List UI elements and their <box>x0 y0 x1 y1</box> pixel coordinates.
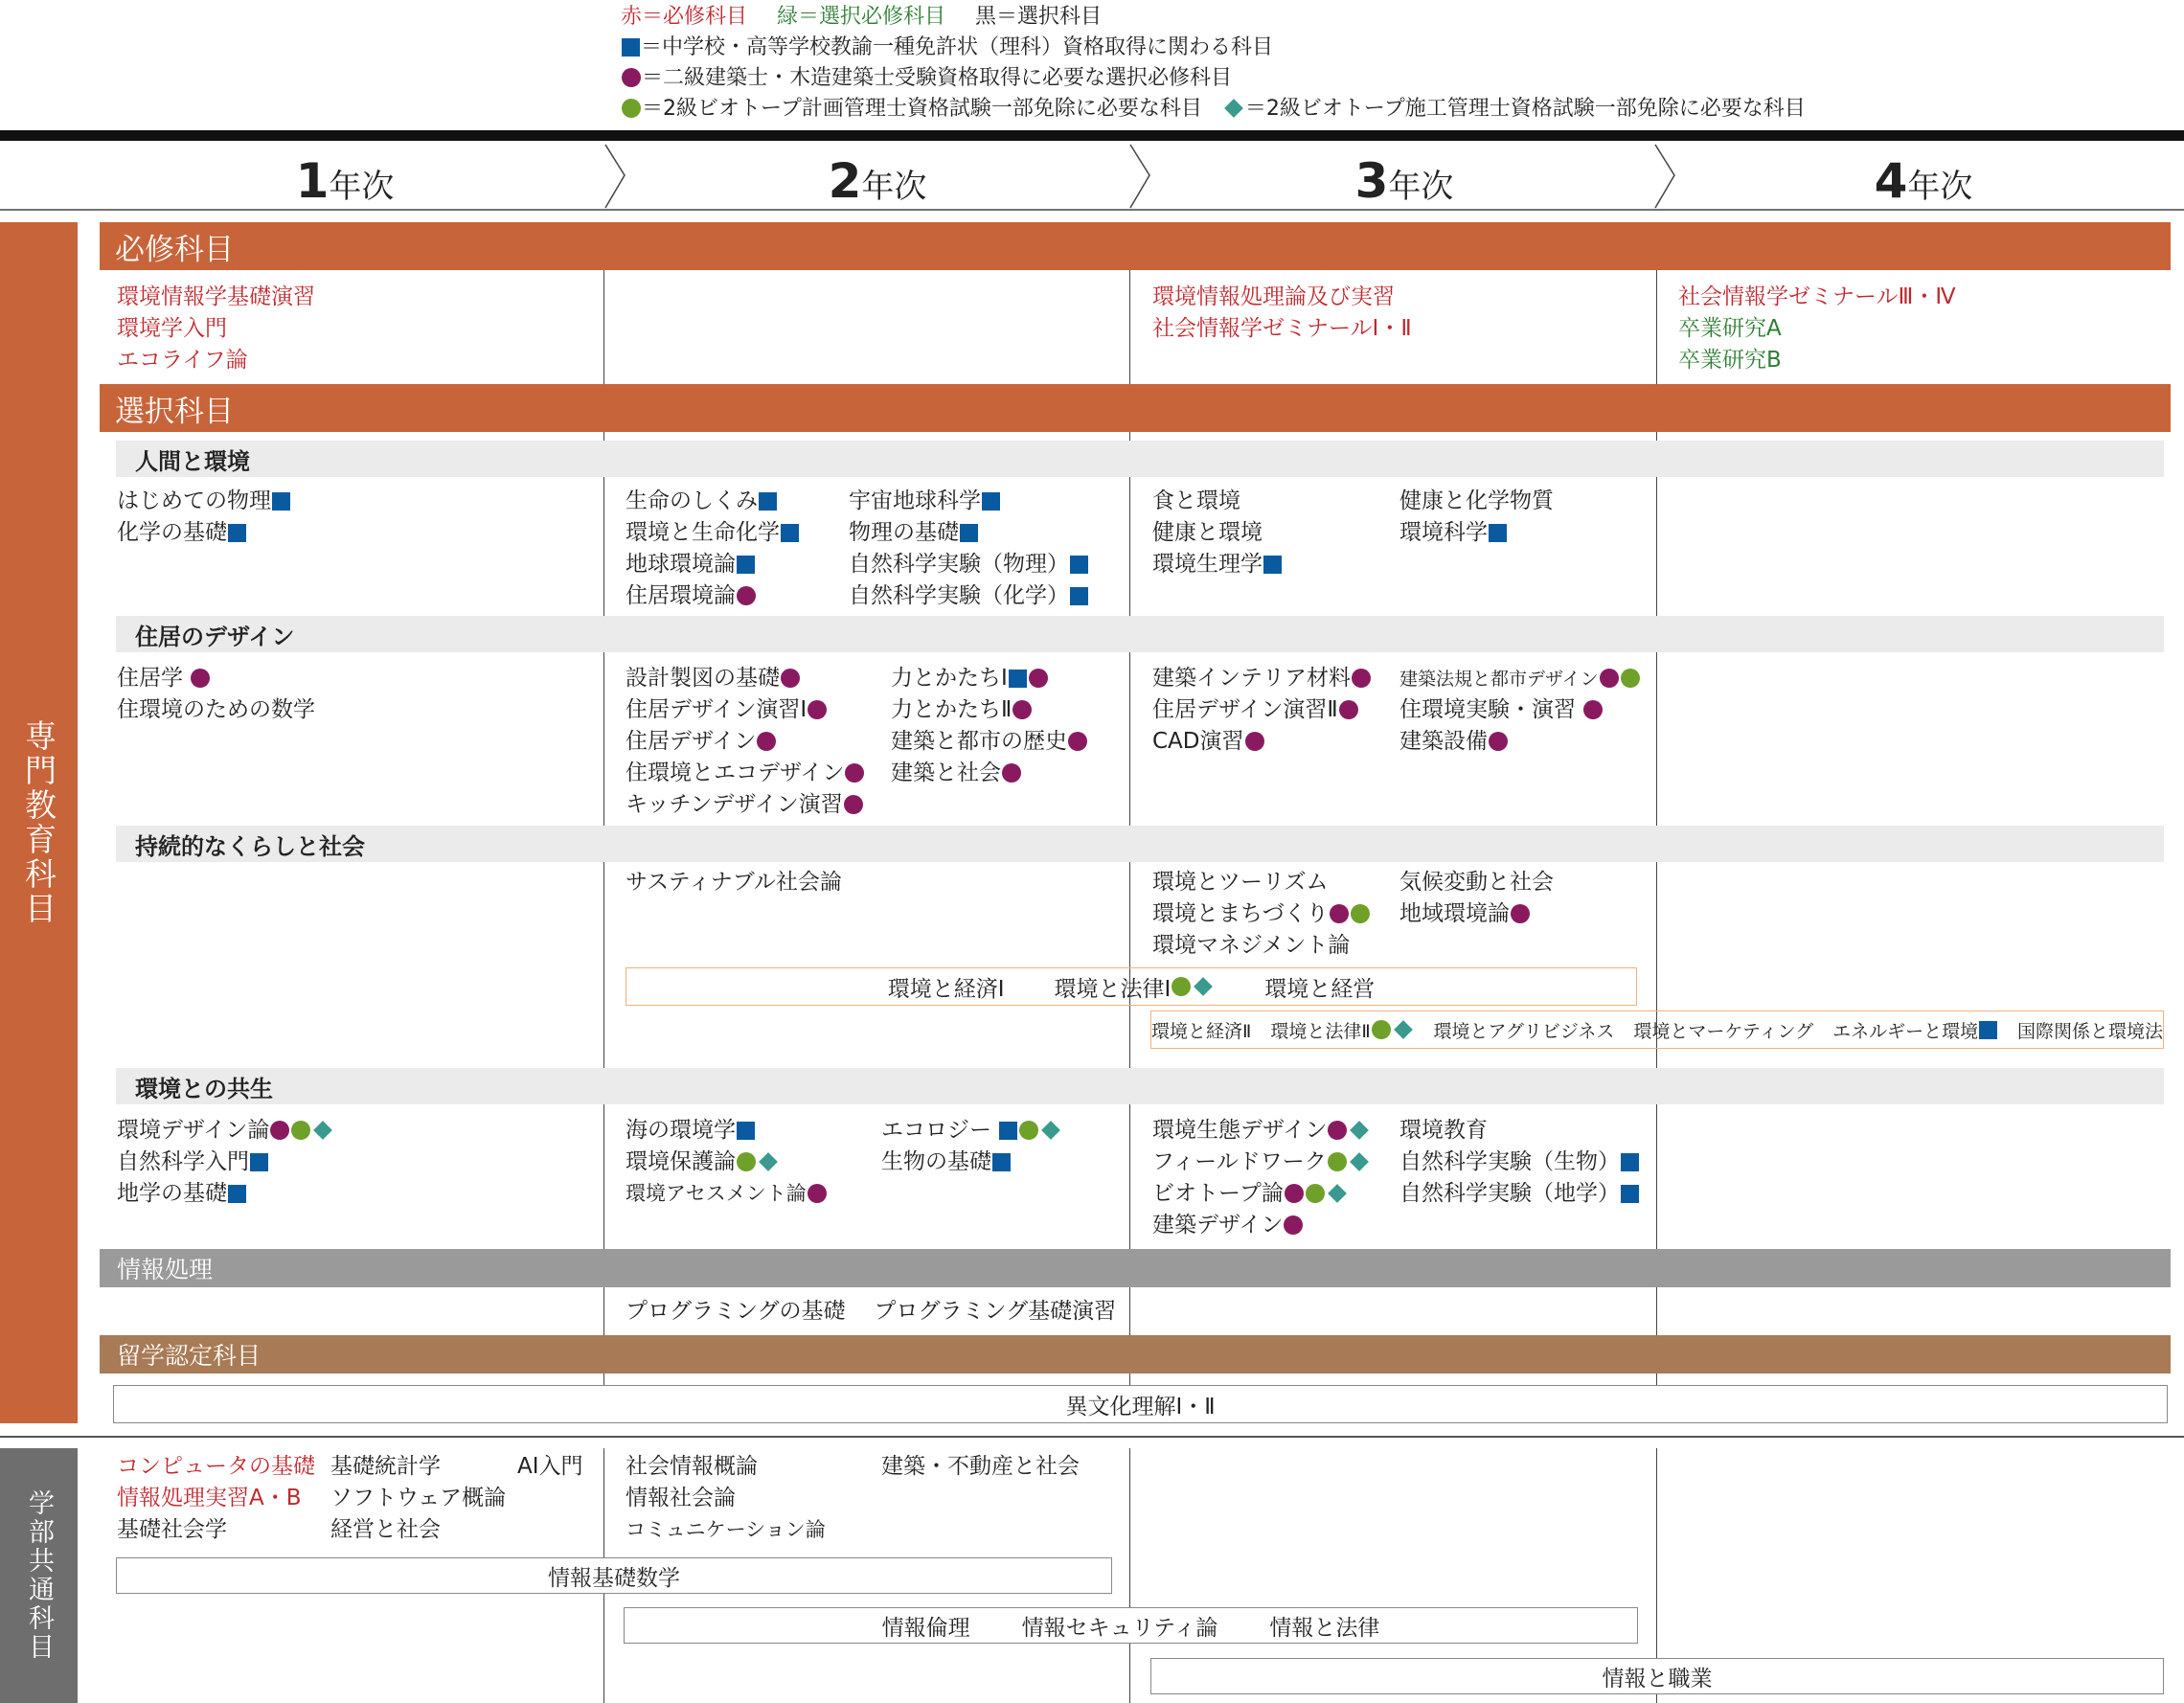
course-item: 宇宙地球科学 <box>849 488 981 513</box>
course-item: 環境とツーリズム <box>1152 870 1329 895</box>
course-item: 社会情報概論 <box>626 1454 758 1479</box>
year-1-label: 1年次 <box>295 153 395 209</box>
blue-square-icon <box>999 1122 1017 1140</box>
sub-kyosei: 環境との共生 <box>116 1068 2164 1104</box>
joho-y2 <box>626 1296 1116 1328</box>
course-item: 環境とまちづくり <box>1152 901 1329 926</box>
course-item: 建築・不動産と社会 <box>881 1454 1080 1479</box>
legend-square: ＝中学校・高等学校教諭一種免許状（理科）資格取得に関わる科目 <box>641 35 1274 59</box>
green-circle-icon <box>622 99 641 118</box>
course-item: コミュニケーション論 <box>626 1518 826 1541</box>
green-circle-icon <box>1328 1152 1347 1171</box>
course-item: 力とかたちⅡ <box>891 697 1012 722</box>
purple-circle-icon <box>1002 763 1021 783</box>
kyosei-y3a <box>1152 1115 1371 1241</box>
course-item: 環境と生命化学 <box>626 520 780 545</box>
jizoku-y3a <box>1152 867 1371 962</box>
band-ryugaku: 留学認定科目 <box>100 1335 2171 1374</box>
legend-green-line <box>621 92 1806 123</box>
course-item: 環境科学 <box>1399 520 1488 545</box>
jizoku-box-2 <box>1150 1010 2164 1049</box>
course-item: 地球環境論 <box>626 552 736 577</box>
purple-circle-icon <box>781 669 800 688</box>
course-item: 気候変動と社会 <box>1399 870 1554 895</box>
legend-color-line <box>621 0 1806 31</box>
course-item: 卒業研究B <box>1678 348 1782 373</box>
blue-square-icon <box>1263 556 1282 574</box>
section-divider <box>0 1436 2184 1438</box>
course-item: 力とかたちⅠ <box>891 666 1008 691</box>
legend-circle: ＝二級建築士・木造建築士受験資格取得に必要な選択必修科目 <box>642 66 1233 90</box>
course-item: 自然科学実験（物理） <box>849 552 1069 577</box>
course-item: 情報倫理 <box>881 1615 970 1641</box>
teal-diamond-icon <box>1224 99 1243 118</box>
course-item: 建築と社会 <box>891 761 1001 785</box>
purple-circle-icon <box>844 795 863 814</box>
course-item: 建築デザイン <box>1152 1213 1284 1238</box>
teal-diamond-icon <box>1194 977 1213 996</box>
course-item: 生物の基礎 <box>881 1149 991 1174</box>
side-label-senmon: 専門教育科目 <box>0 222 78 1423</box>
course-item: 環境生態デザイン <box>1152 1118 1328 1143</box>
course-item: 建築インテリア材料 <box>1152 666 1351 691</box>
kyosei-y1 <box>117 1115 334 1210</box>
course-item: 環境と経済Ⅰ <box>887 976 1005 1002</box>
sub-ningen: 人間と環境 <box>116 441 2164 477</box>
side-label-gakubu: 学部共通科目 <box>0 1448 78 1703</box>
legend <box>621 0 1806 123</box>
course-item: 健康と化学物質 <box>1399 488 1554 513</box>
purple-circle-icon <box>808 700 827 719</box>
teal-diamond-icon <box>1041 1121 1060 1140</box>
gakubu-box-1 <box>116 1557 1112 1594</box>
blue-square-icon <box>622 38 640 57</box>
col-divider-2-3-bottom <box>1129 1448 1130 1703</box>
blue-square-icon <box>781 524 799 542</box>
blue-square-icon <box>1979 1021 1997 1039</box>
green-circle-icon <box>1621 669 1640 688</box>
blue-square-icon <box>1070 587 1088 605</box>
green-circle-icon <box>1019 1121 1038 1140</box>
gakubu-box-3 <box>1150 1658 2164 1694</box>
course-item: 住居デザイン演習Ⅰ <box>626 697 808 722</box>
course-item: フィールドワーク <box>1152 1149 1327 1174</box>
course-item: 建築設備 <box>1399 729 1488 754</box>
ningen-y3b <box>1399 486 1554 549</box>
course-item: 環境保護論 <box>626 1149 736 1174</box>
teal-diamond-icon <box>759 1152 778 1171</box>
year-3-label: 3年次 <box>1354 153 1454 209</box>
purple-circle-icon <box>270 1121 289 1140</box>
legend-green-circle: ＝2級ビオトープ計画管理士資格試験一部免除に必要な科目 <box>642 97 1202 121</box>
jizoku-box-1 <box>626 967 1637 1006</box>
course-item: 基礎統計学 <box>330 1454 441 1479</box>
course-item: AI入門 <box>517 1454 583 1479</box>
purple-circle-icon <box>1330 904 1349 923</box>
kyosei-y2a <box>626 1115 828 1210</box>
jukyo-y1 <box>117 663 315 726</box>
jizoku-y2 <box>626 867 842 898</box>
course-item: 建築と都市の歴史 <box>891 729 1067 754</box>
gakubu-y1c <box>517 1451 583 1483</box>
course-item: CAD演習 <box>1152 729 1244 754</box>
course-item: 食と環境 <box>1152 488 1240 513</box>
purple-circle-icon <box>191 669 210 688</box>
purple-circle-icon <box>1012 700 1032 719</box>
purple-circle-icon <box>1583 700 1603 719</box>
gakubu-box-2 <box>624 1607 1638 1644</box>
blue-square-icon <box>737 1122 755 1140</box>
blue-square-icon <box>250 1153 268 1171</box>
blue-square-icon <box>982 492 1000 511</box>
course-item: 地学の基礎 <box>117 1181 227 1206</box>
purple-circle-icon <box>1339 700 1358 719</box>
course-item: 環境とアグリビジネス <box>1433 1020 1615 1042</box>
course-item: 環境と経済Ⅱ <box>1151 1020 1252 1042</box>
course-item: 情報社会論 <box>626 1486 736 1510</box>
purple-circle-icon <box>622 68 641 87</box>
course-item: 自然科学入門 <box>117 1149 249 1174</box>
course-item: 化学の基礎 <box>117 520 227 545</box>
purple-circle-icon <box>1328 1121 1347 1140</box>
course-item: 基礎社会学 <box>117 1517 227 1542</box>
course-item: エネルギーと環境 <box>1832 1020 1979 1042</box>
blue-square-icon <box>1621 1153 1639 1171</box>
course-item: サスティナブル社会論 <box>626 870 842 895</box>
purple-circle-icon <box>737 586 756 605</box>
ningen-y1 <box>117 486 291 549</box>
blue-square-icon <box>272 492 290 511</box>
legend-green: 緑＝選択必修科目 <box>777 5 946 29</box>
course-item: 地域環境論 <box>1399 901 1510 926</box>
course-item: 住居環境論 <box>626 583 736 608</box>
ningen-y2a <box>626 486 800 612</box>
teal-diamond-icon <box>1394 1020 1413 1039</box>
ryugaku-box <box>113 1385 2168 1423</box>
purple-circle-icon <box>1511 904 1530 923</box>
course-item: 環境情報学基礎演習 <box>117 284 315 309</box>
band-hisshu: 必修科目 <box>100 222 2171 270</box>
purple-circle-icon <box>1284 1215 1303 1235</box>
course-item: 建築法規と都市デザイン <box>1399 669 1599 690</box>
course-item: 情報処理実習A・B <box>117 1486 302 1510</box>
jukyo-y2b <box>891 663 1088 789</box>
course-item: 社会情報学ゼミナールⅢ・Ⅳ <box>1678 284 1956 309</box>
blue-square-icon <box>228 1185 246 1203</box>
blue-square-icon <box>1070 556 1088 574</box>
hisshu-y1 <box>117 282 315 376</box>
course-item: 環境デザイン論 <box>117 1118 270 1143</box>
purple-circle-icon <box>1285 1184 1304 1203</box>
year-4-label: 4年次 <box>1874 153 1973 209</box>
blue-square-icon <box>759 492 777 511</box>
purple-circle-icon <box>1068 732 1087 751</box>
green-circle-icon <box>1351 904 1370 923</box>
green-circle-icon <box>1372 1020 1391 1039</box>
course-item: 環境と法律Ⅱ <box>1270 1020 1371 1042</box>
green-circle-icon <box>291 1121 310 1140</box>
blue-square-icon <box>737 556 755 574</box>
legend-diamond: ＝2級ビオトープ施工管理士資格試験一部免除に必要な科目 <box>1244 97 1806 121</box>
teal-diamond-icon <box>313 1121 332 1140</box>
course-item: 住環境実験・演習 <box>1399 697 1576 722</box>
purple-circle-icon <box>1245 732 1264 751</box>
course-item: 環境マネジメント論 <box>1152 933 1351 958</box>
course-item: 異文化理解Ⅰ・Ⅱ <box>1065 1394 1216 1419</box>
course-item: 自然科学実験（地学） <box>1399 1181 1620 1206</box>
course-item: エコライフ論 <box>117 348 248 373</box>
blue-square-icon <box>960 524 978 542</box>
course-item: 環境と経営 <box>1264 976 1376 1002</box>
course-item: 環境アセスメント論 <box>626 1182 807 1205</box>
gakubu-y1a <box>117 1451 315 1546</box>
course-item: 海の環境学 <box>626 1118 736 1143</box>
course-item: プログラミングの基礎 <box>626 1299 846 1324</box>
purple-circle-icon <box>757 732 776 751</box>
green-circle-icon <box>1172 977 1191 996</box>
course-item: 住居学 <box>117 666 183 691</box>
course-item: 住居デザイン <box>626 729 757 754</box>
legend-square-line <box>621 31 1806 61</box>
course-item: 環境生理学 <box>1152 552 1263 577</box>
course-item: 設計製図の基礎 <box>626 666 780 691</box>
purple-circle-icon <box>1352 669 1371 688</box>
course-item: 環境学入門 <box>117 316 227 341</box>
purple-circle-icon <box>1029 669 1048 688</box>
course-item: はじめての物理 <box>117 488 271 513</box>
year-2-label: 2年次 <box>828 153 927 209</box>
course-item: 自然科学実験（化学） <box>849 583 1069 608</box>
course-item: エコロジー <box>881 1118 991 1143</box>
ningen-y2b <box>849 486 1089 612</box>
hisshu-y3 <box>1152 282 1412 345</box>
blue-square-icon <box>992 1153 1011 1171</box>
blue-square-icon <box>1489 524 1507 542</box>
legend-red: 赤＝必修科目 <box>621 5 748 29</box>
teal-diamond-icon <box>1350 1121 1369 1140</box>
green-circle-icon <box>1306 1184 1325 1203</box>
legend-circle-line <box>621 61 1806 92</box>
course-item: 情報と法律 <box>1269 1615 1380 1641</box>
band-joho: 情報処理 <box>100 1249 2171 1287</box>
sub-jukyo: 住居のデザイン <box>116 616 2164 652</box>
course-item: プログラミング基礎演習 <box>874 1299 1117 1324</box>
course-item: 情報と職業 <box>1602 1666 1713 1692</box>
course-item: ビオトープ論 <box>1152 1181 1284 1206</box>
course-item: ソフトウェア概論 <box>330 1486 507 1510</box>
course-item: 国際関係と環境法 <box>2016 1020 2163 1042</box>
purple-circle-icon <box>1489 732 1508 751</box>
ningen-y3a <box>1152 486 1283 580</box>
course-item: 情報基礎数学 <box>548 1565 680 1591</box>
course-item: 住環境のための数学 <box>117 697 315 722</box>
hisshu-y4 <box>1678 282 1956 376</box>
course-item: 自然科学実験（生物） <box>1399 1149 1620 1174</box>
purple-circle-icon <box>1600 669 1619 688</box>
teal-diamond-icon <box>1328 1184 1347 1203</box>
course-item: 生命のしくみ <box>626 488 758 513</box>
teal-diamond-icon <box>1350 1152 1369 1171</box>
gakubu-y2a <box>626 1451 826 1546</box>
course-item: 卒業研究A <box>1678 316 1782 341</box>
blue-square-icon <box>1621 1185 1639 1203</box>
course-item: コンピュータの基礎 <box>117 1454 315 1479</box>
course-item: 社会情報学ゼミナールⅠ・Ⅱ <box>1152 316 1412 341</box>
course-item: 経営と社会 <box>330 1517 441 1542</box>
course-item: 物理の基礎 <box>849 520 959 545</box>
course-item: 住環境とエコデザイン <box>626 761 845 785</box>
course-item: 健康と環境 <box>1152 520 1263 545</box>
kyosei-y3b <box>1399 1115 1640 1210</box>
jukyo-y3b <box>1399 663 1641 758</box>
jukyo-y3a <box>1152 663 1372 758</box>
course-item: 環境と法律Ⅰ <box>1054 976 1172 1002</box>
purple-circle-icon <box>845 763 864 783</box>
green-circle-icon <box>737 1152 756 1171</box>
jukyo-y2a <box>626 663 865 821</box>
legend-black: 黒＝選択科目 <box>975 5 1103 29</box>
gakubu-y2b <box>881 1451 1080 1483</box>
course-item: 環境とマーケティング <box>1633 1020 1814 1042</box>
course-item: 住居デザイン演習Ⅱ <box>1152 697 1338 722</box>
blue-square-icon <box>1009 670 1027 688</box>
header-rule <box>0 130 2184 141</box>
sub-jizoku: 持続的なくらしと社会 <box>116 826 2164 862</box>
jizoku-y3b <box>1399 867 1554 930</box>
blue-square-icon <box>228 524 246 542</box>
purple-circle-icon <box>808 1184 827 1203</box>
course-item: キッチンデザイン演習 <box>626 792 843 817</box>
course-item: 環境情報処理論及び実習 <box>1152 284 1395 309</box>
band-sentaku: 選択科目 <box>100 384 2171 432</box>
course-item: 環境教育 <box>1399 1118 1488 1143</box>
kyosei-y2b <box>881 1115 1062 1178</box>
course-item: 情報セキュリティ論 <box>1021 1615 1218 1641</box>
gakubu-y1b <box>330 1451 506 1546</box>
